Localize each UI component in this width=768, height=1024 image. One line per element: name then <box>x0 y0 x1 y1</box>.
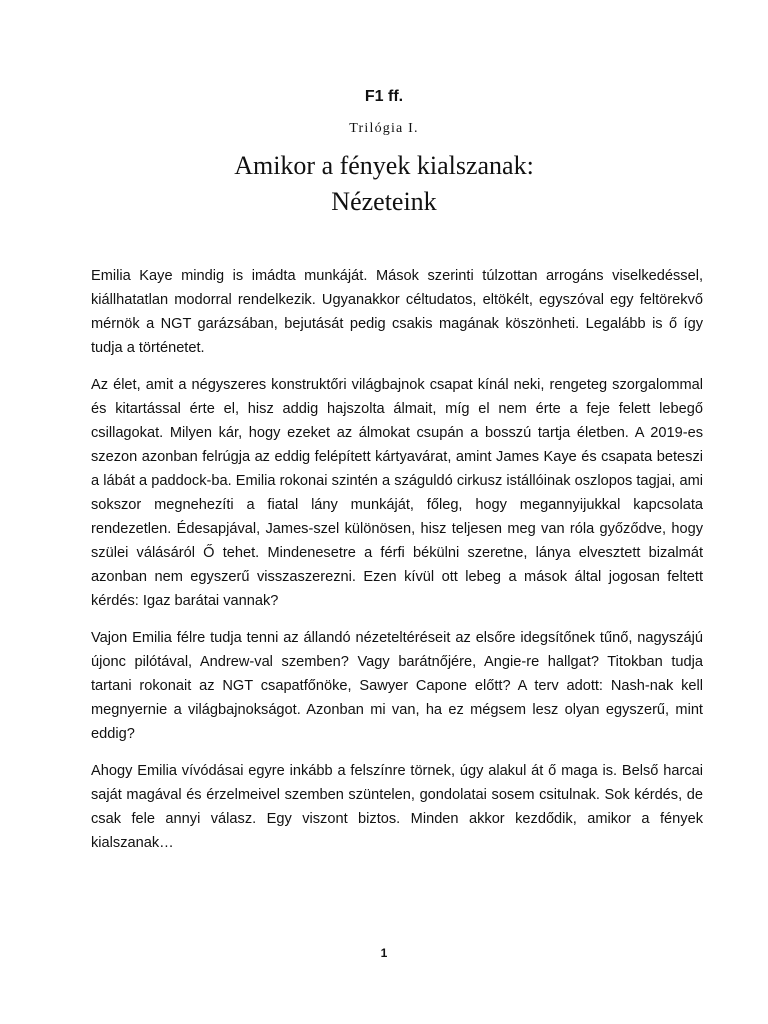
page-number: 1 <box>380 946 388 960</box>
header-label: F1 ff. <box>364 88 404 105</box>
book-title <box>0 148 768 220</box>
paragraph-1: Emilia Kaye mindig is imádta munkáját. Mások szerinti túlzottan arrogáns viselkedéssel, kiállhatatlan modorral rendelkezik. Ugyanakkor céltudatos, eltökélt, egyszóval egy feltörekvő mérnök a NGT garázsában, bejutását pedig csakis magának köszönheti. Legalább is ő így tudja a történetet. <box>91 268 703 356</box>
book-title-line-2: Nézeteink <box>331 187 437 216</box>
paragraph-2: Az élet, amit a négyszeres konstruktőri világbajnok csapat kínál neki, rengeteg szorgalommal és kitartással érte el, hisz addig hajszolta álmait, míg el nem érte a feje felett lebegő csillagokat. Milyen kár, hogy ezeket az álmokat csupán a bosszú tartja életben. A 2019-es szezon azonban felrúgja az eddig felépített kártyavárat, amint James Kaye és csapata beteszi a lábát a paddock-ba. Emilia rokonai szintén a száguldó cirkusz istállóinak oszlopos tagjai, ami sokszor megnehezíti a fiatal lány munkáját, főleg, hogy megannyijukkal kapcsolata rendezetlen. Édesapjával, James-szel különösen, hisz teljesen meg van róla győződve, hogy szülei válásáról Ő tehet. Mindenesetre a férfi békülni szeretne, lánya elvesztett bizalmát azonban nem egyszerű visszaszerezni. Ezen kívül ott lebeg a mások által jogosan feltett kérdés: Igaz barátai vannak? <box>91 377 703 609</box>
paragraph-3: Vajon Emilia félre tudja tenni az állandó nézeteltéréseit az elsőre idegsítőnek tűnő, nagyszájú újonc pilótával, Andrew-val szemben? Vagy barátnőjére, Angie-re hallgat? Titokban tudja tartani rokonait az NGT csapatfőnöke, Sawyer Capone előtt? A terv adott: Nash-nak kell megnyernie a világbajnokságot. Azonban mi van, ha ez mégsem lesz olyan egyszerű, mint eddig? <box>91 630 703 742</box>
book-title-line-1: Amikor a fények kialszanak: <box>234 151 534 180</box>
body-text <box>91 264 703 868</box>
paragraph-4: Ahogy Emilia vívódásai egyre inkább a felszínre törnek, úgy alakul át ő maga is. Belső harcai saját magával és érzelmeivel szemben szüntelen, gondolatai sosem csitulnak. Sok kérdés, de csak fele annyi válasz. Egy viszont biztos. Minden akkor kezdődik, amikor a fények kialszanak… <box>91 763 703 851</box>
series-label: Trilógia I. <box>349 121 419 136</box>
